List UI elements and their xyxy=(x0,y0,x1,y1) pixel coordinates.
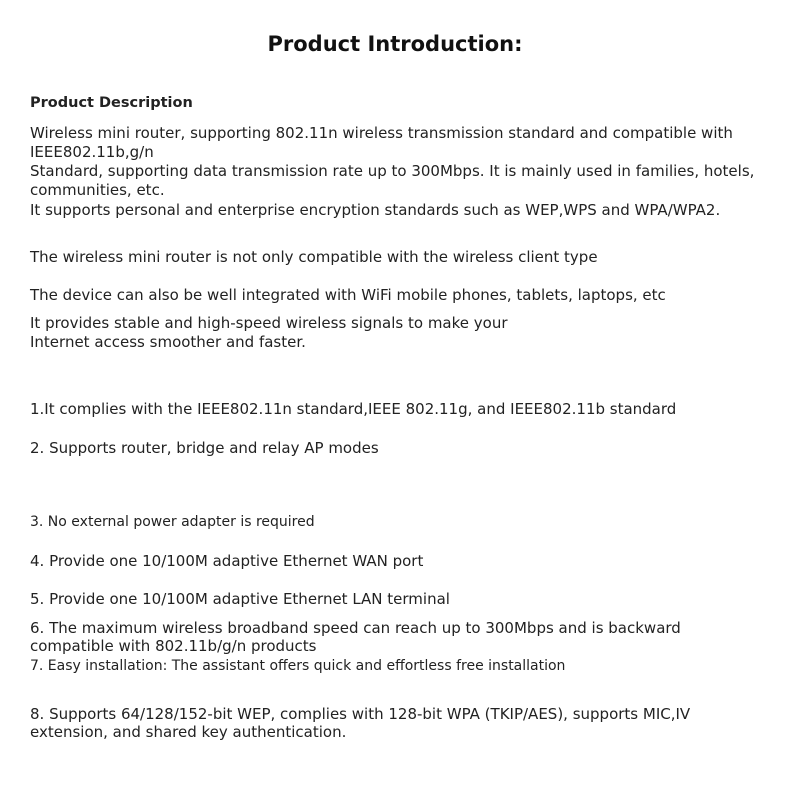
description-line-3: Standard, supporting data transmission rate up to 300Mbps. It is mainly used in families, hotels, xyxy=(30,162,755,180)
section-label: Product Description xyxy=(30,95,193,111)
feature-7: 7. Easy installation: The assistant offers quick and effortless free installation xyxy=(30,658,566,674)
feature-1: 1.It complies with the IEEE802.11n standard,IEEE 802.11g, and IEEE802.11b standard xyxy=(30,400,677,418)
description-line-7: The device can also be well integrated with WiFi mobile phones, tablets, laptops, etc xyxy=(30,286,666,304)
description-line-2: IEEE802.11b,g/n xyxy=(30,143,154,161)
description-line-5: It supports personal and enterprise encryption standards such as WEP,WPS and WPA/WPA2. xyxy=(30,201,721,219)
feature-3: 3. No external power adapter is required xyxy=(30,514,315,530)
feature-2: 2. Supports router, bridge and relay AP modes xyxy=(30,439,379,457)
description-line-1: Wireless mini router, supporting 802.11n wireless transmission standard and compatible with xyxy=(30,124,733,142)
feature-8-line-2: extension, and shared key authentication. xyxy=(30,723,347,741)
feature-6-line-1: 6. The maximum wireless broadband speed can reach up to 300Mbps and is backward xyxy=(30,619,681,637)
description-line-4: communities, etc. xyxy=(30,181,165,199)
description-line-9: Internet access smoother and faster. xyxy=(30,333,306,351)
description-line-6: The wireless mini router is not only compatible with the wireless client type xyxy=(30,248,598,266)
feature-4: 4. Provide one 10/100M adaptive Ethernet WAN port xyxy=(30,552,424,570)
feature-8-line-1: 8. Supports 64/128/152-bit WEP, complies with 128-bit WPA (TKIP/AES), supports MIC,IV xyxy=(30,705,691,723)
feature-5: 5. Provide one 10/100M adaptive Ethernet LAN terminal xyxy=(30,590,450,608)
feature-6-line-2: compatible with 802.11b/g/n products xyxy=(30,637,317,655)
description-line-8: It provides stable and high-speed wireless signals to make your xyxy=(30,314,508,332)
page-title: Product Introduction: xyxy=(267,32,523,56)
